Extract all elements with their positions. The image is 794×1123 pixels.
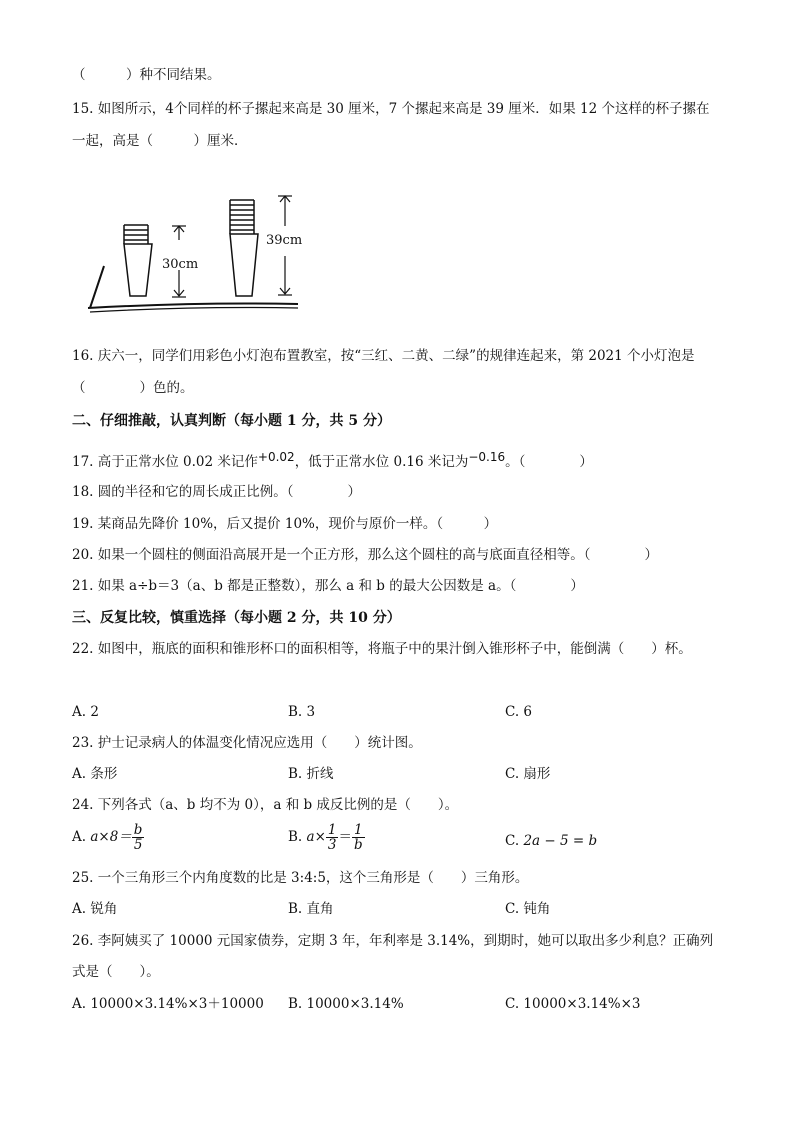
q14-tail: （ ）种不同结果。 — [72, 67, 221, 83]
q24-option-a[interactable] — [72, 823, 144, 852]
q24-b-label: B. — [288, 829, 303, 845]
q23-option-a[interactable]: A. 条形 — [72, 766, 118, 782]
q24-a-num: b — [133, 822, 143, 838]
q24: 24. 下列各式（a、b 均不为 0），a 和 b 成反比例的是（ ）。 — [72, 797, 459, 813]
cup-stack-7 — [230, 200, 258, 296]
q24-option-b[interactable] — [288, 823, 365, 852]
q24-c-label: C. — [505, 833, 520, 849]
q26-option-b[interactable]: B. 10000×3.14% — [288, 996, 404, 1012]
q26-option-c[interactable]: C. 10000×3.14%×3 — [505, 996, 641, 1012]
q24-b-fraction-1 — [326, 823, 339, 852]
q22-option-b[interactable]: B. 3 — [288, 704, 316, 720]
q24-b-fraction-2 — [352, 823, 365, 852]
q24-b-den2: b — [353, 837, 363, 853]
q23-option-b[interactable]: B. 折线 — [288, 766, 334, 782]
cup-stack-4 — [124, 225, 152, 296]
q24-b-num1: 1 — [327, 822, 337, 838]
q15-line2: 一起，高是（ ）厘米． — [72, 133, 248, 149]
q24-a-fraction — [132, 823, 145, 852]
q26-line2: 式是（ ）。 — [72, 964, 160, 980]
q24-a-label: A. — [72, 829, 87, 845]
q24-b-den1: 3 — [327, 837, 337, 853]
q23-option-c[interactable]: C. 扇形 — [505, 766, 551, 782]
q16-line1: 16. 庆六一，同学们用彩色小灯泡布置教室，按“三红、二黄、二绿”的规律连起来，第 2021 个小灯泡是 — [72, 348, 695, 364]
q20: 20. 如果一个圆柱的侧面沿高展开是一个正方形，那么这个圆柱的高与底面直径相等。（ ） — [72, 547, 659, 563]
q17-value-minus: −0.16 — [468, 450, 506, 464]
q22-option-a[interactable]: A. 2 — [72, 704, 99, 720]
q16-line2: （ ）色的。 — [72, 380, 194, 396]
q18: 18. 圆的半径和它的周长成正比例。（ ） — [72, 484, 362, 500]
q17-part1: 17. 高于正常水位 0.02 米记作 — [72, 454, 258, 470]
q24-c-expr: 2a − 5 = b — [523, 833, 598, 849]
q24-a-lhs: a×8＝ — [90, 829, 132, 845]
q26-line1: 26. 李阿姨买了 10000 元国家债券，定期 3 年，年利率是 3.14%，到期时，她可以取出多少利息？正确列 — [72, 933, 714, 949]
q24-b-lhs: a× — [306, 829, 326, 845]
q26-option-a[interactable]: A. 10000×3.14%×3＋10000 — [72, 996, 264, 1012]
q24-option-c[interactable] — [505, 832, 597, 850]
section-3-title: 三、反复比较，慎重选择（每小题 2 分，共 10 分） — [72, 610, 401, 626]
q17-part2: ，低于正常水位 0.16 米记为 — [294, 454, 469, 470]
q22-option-c[interactable]: C. 6 — [505, 704, 533, 720]
q25-option-a[interactable]: A. 锐角 — [72, 901, 118, 917]
q25-option-c[interactable]: C. 钝角 — [505, 901, 551, 917]
q22: 22. 如图中，瓶底的面积和锥形杯口的面积相等，将瓶子中的果汁倒入锥形杯子中，能倒满（ ）杯。 — [72, 641, 692, 657]
cups-figure — [86, 190, 302, 315]
q25: 25. 一个三角形三个内角度数的比是 3:4:5，这个三角形是（ ）三角形。 — [72, 870, 529, 886]
q17-part3: 。（ ） — [505, 454, 593, 470]
label-30cm: 30cm — [162, 257, 199, 272]
q24-b-num2: 1 — [354, 822, 363, 838]
q25-option-b[interactable]: B. 直角 — [288, 901, 334, 917]
q17 — [72, 448, 593, 471]
q19: 19. 某商品先降价 10%，后又提价 10%，现价与原价一样。（ ） — [72, 516, 498, 532]
q24-a-den: 5 — [133, 837, 143, 853]
section-2-title: 二、仔细推敲，认真判断（每小题 1 分，共 5 分） — [72, 413, 391, 429]
q24-b-eq: ＝ — [338, 829, 352, 845]
q23: 23. 护士记录病人的体温变化情况应选用（ ）统计图。 — [72, 735, 422, 751]
q15-line1: 15. 如图所示，4个同样的杯子摞起来高是 30 厘米，7 个摞起来高是 39 厘米．如果 12 个这样的杯子摞在 — [72, 101, 710, 117]
q21: 21. 如果 a÷b＝3（a、b 都是正整数），那么 a 和 b 的最大公因数是 a。（ ） — [72, 578, 584, 594]
label-39cm: 39cm — [266, 233, 302, 248]
q17-value-plus: +0.02 — [257, 450, 295, 464]
